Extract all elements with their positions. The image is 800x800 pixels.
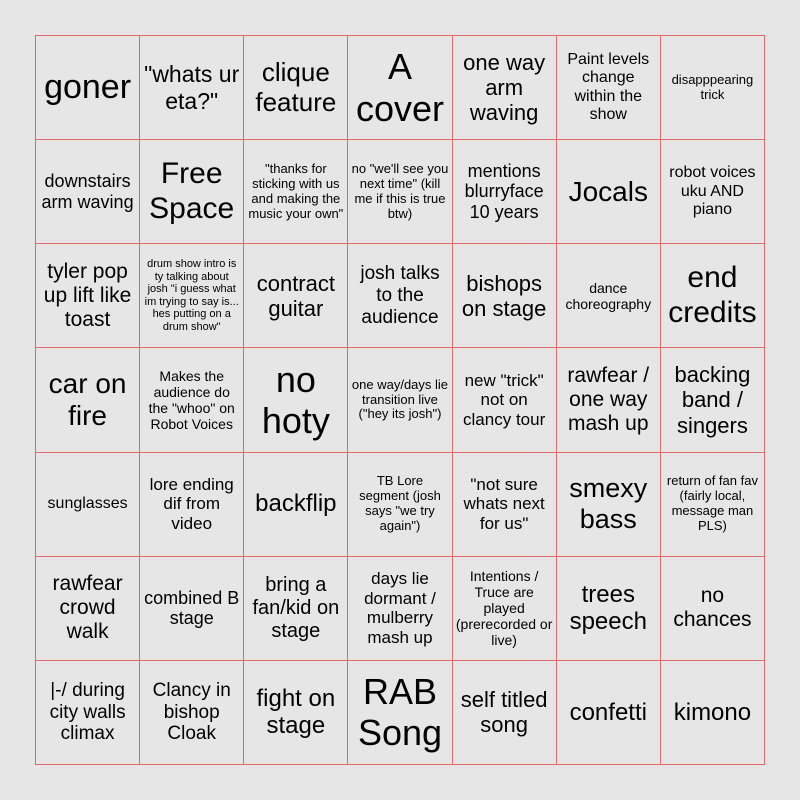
bingo-cell[interactable]: trees speech <box>557 557 661 661</box>
bingo-cell[interactable]: bishops on stage <box>453 244 557 348</box>
bingo-cell[interactable]: "whats ur eta?" <box>140 36 244 140</box>
bingo-cell[interactable]: robot voices uku AND piano <box>661 140 765 244</box>
bingo-cell[interactable]: Intentions / Truce are played (prerecorded or live) <box>453 557 557 661</box>
bingo-cell[interactable]: backing band / singers <box>661 348 765 452</box>
bingo-cell[interactable]: Clancy in bishop Cloak <box>140 661 244 765</box>
bingo-cell[interactable]: car on fire <box>36 348 140 452</box>
bingo-cell[interactable]: A cover <box>348 36 452 140</box>
bingo-cell[interactable]: TB Lore segment (josh says "we try again") <box>348 453 452 557</box>
bingo-board <box>35 35 765 765</box>
bingo-cell[interactable]: self titled song <box>453 661 557 765</box>
bingo-cell[interactable]: goner <box>36 36 140 140</box>
bingo-cell[interactable]: Makes the audience do the "whoo" on Robot Voices <box>140 348 244 452</box>
bingo-cell[interactable]: Paint levels change within the show <box>557 36 661 140</box>
bingo-cell[interactable]: |-/ during city walls climax <box>36 661 140 765</box>
bingo-cell[interactable]: one way/days lie transition live ("hey its josh") <box>348 348 452 452</box>
bingo-cell[interactable]: return of fan fav (fairly local, message man PLS) <box>661 453 765 557</box>
bingo-cell[interactable]: days lie dormant / mulberry mash up <box>348 557 452 661</box>
bingo-cell[interactable]: drum show intro is ty talking about josh "i guess what im trying to say is... hes putting on a drum show" <box>140 244 244 348</box>
bingo-cell[interactable]: disapppearing trick <box>661 36 765 140</box>
bingo-cell[interactable]: one way arm waving <box>453 36 557 140</box>
bingo-cell[interactable]: Jocals <box>557 140 661 244</box>
bingo-cell[interactable]: sunglasses <box>36 453 140 557</box>
bingo-cell[interactable]: confetti <box>557 661 661 765</box>
bingo-cell[interactable]: fight on stage <box>244 661 348 765</box>
bingo-cell[interactable]: kimono <box>661 661 765 765</box>
bingo-cell[interactable]: "thanks for sticking with us and making the music your own" <box>244 140 348 244</box>
bingo-cell[interactable]: downstairs arm waving <box>36 140 140 244</box>
bingo-cell[interactable]: contract guitar <box>244 244 348 348</box>
bingo-cell[interactable]: rawfear / one way mash up <box>557 348 661 452</box>
bingo-cell[interactable]: no hoty <box>244 348 348 452</box>
bingo-cell[interactable]: "not sure whats next for us" <box>453 453 557 557</box>
bingo-cell[interactable]: josh talks to the audience <box>348 244 452 348</box>
bingo-cell[interactable]: mentions blurryface 10 years <box>453 140 557 244</box>
bingo-cell[interactable]: lore ending dif from video <box>140 453 244 557</box>
bingo-cell[interactable]: Free Space <box>140 140 244 244</box>
bingo-cell[interactable]: no "we'll see you next time" (kill me if this is true btw) <box>348 140 452 244</box>
bingo-cell[interactable]: smexy bass <box>557 453 661 557</box>
bingo-cell[interactable]: combined B stage <box>140 557 244 661</box>
bingo-cell[interactable]: clique feature <box>244 36 348 140</box>
bingo-cell[interactable]: rawfear crowd walk <box>36 557 140 661</box>
bingo-cell[interactable]: dance choreography <box>557 244 661 348</box>
bingo-cell[interactable]: end credits <box>661 244 765 348</box>
bingo-cell[interactable]: RAB Song <box>348 661 452 765</box>
bingo-cell[interactable]: no chances <box>661 557 765 661</box>
bingo-cell[interactable]: new "trick" not on clancy tour <box>453 348 557 452</box>
bingo-cell[interactable]: tyler pop up lift like toast <box>36 244 140 348</box>
bingo-cell[interactable]: backflip <box>244 453 348 557</box>
bingo-cell[interactable]: bring a fan/kid on stage <box>244 557 348 661</box>
